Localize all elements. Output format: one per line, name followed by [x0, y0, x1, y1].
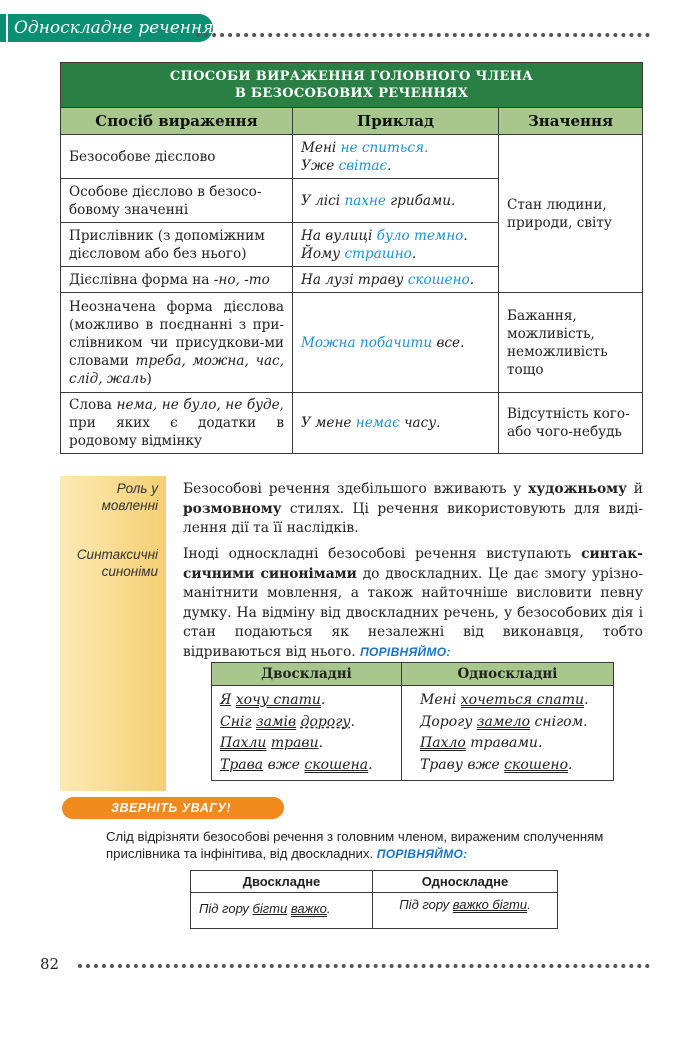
table-row — [61, 393, 643, 454]
meaning-cell: Бажання, можливість, неможливість тощо — [499, 293, 643, 393]
way-cell: Особове дієслово в безосо-бовому значенні — [61, 179, 293, 223]
footer-dotted-rule — [78, 964, 650, 968]
meaning-cell: Стан людини, природи, світу — [499, 135, 643, 293]
way-cell: Безособове дієслово — [61, 135, 293, 179]
way-cell: Неозначена форма дієслова (можливо в поєднанні з при-слівником чи присудкови-ми словами треба, можна, час, слід, жаль) — [61, 293, 293, 393]
comparison-table-small — [190, 870, 558, 929]
way-cell: Прислівник (з допоміжним дієсловом або без нього) — [61, 223, 293, 267]
paragraph-synonyms: Іноді односкладні безособові речення виступають синтак-сичними синонімами до двоскладних. Це дає змогу урізно-манітнити мовлення, а також найточніше висловити певну думку. На відміну від двоскладних речень, у безособових дія і стан подаються як незалежні від виконавця, тобто відриваються від нього. ПОРІВНЯЙМО: — [183, 546, 643, 660]
list-item: Сніг замів дорогу. — [220, 713, 355, 730]
table-title: СПОСОБИ ВИРАЖЕННЯ ГОЛОВНОГО ЧЛЕНА В БЕЗОСОБОВИХ РЕЧЕННЯХ — [61, 63, 643, 108]
two-part-examples — [212, 686, 402, 781]
header-edge — [0, 14, 6, 42]
list-item: Дорогу замело снігом. — [420, 713, 588, 730]
page-number: 82 — [40, 955, 60, 973]
example-cell: У лісі пахне грибами. — [293, 179, 499, 223]
example-cell: У мене немає часу. — [293, 393, 499, 454]
sidebar-label-role: Роль у мовленні — [101, 481, 158, 513]
attention-label: ЗВЕРНІТЬ УВАГУ! — [111, 801, 232, 815]
column-header-way: Спосіб вираження — [61, 108, 293, 135]
column-header-two-part: Двоскладні — [212, 663, 402, 686]
compare-label: ПОРІВНЯЙМО: — [376, 847, 468, 861]
column-header-one-part: Односкладне — [373, 871, 558, 893]
paragraph-role: Безособові речення здебільшого вживають у художньому й розмовному стилях. Ці речення використовують для виді-лення дії та її наслідків. — [183, 481, 643, 536]
sidebar-label-synonyms: Синтаксичні синоніми — [76, 547, 158, 579]
comparison-table — [211, 662, 614, 781]
list-item: Мені хочеться спати. — [420, 692, 589, 708]
attention-paragraph: Слід відрізняти безособові речення з головним членом, вираженим сполученням прислівника та інфінітива, від двоскладних. ПОРІВНЯЙМО: — [106, 829, 604, 861]
column-header-one-part: Односкладні — [402, 663, 614, 686]
list-item: Я хочу спати. — [220, 692, 326, 708]
one-part-example: Під гору важко бігти. — [373, 893, 558, 929]
header-dotted-rule — [196, 33, 650, 37]
list-item: Пахли трави. — [220, 735, 324, 751]
two-part-example: Під гору бігти важко. — [191, 893, 373, 929]
compare-label: ПОРІВНЯЙМО: — [360, 644, 451, 659]
section-title: Односкладне речення — [14, 18, 214, 38]
example-cell: На вулиці було темно. Йому страшно. — [293, 223, 499, 267]
list-item: Пахло травами. — [420, 735, 543, 751]
column-header-meaning: Значення — [499, 108, 643, 135]
table-row — [61, 135, 643, 179]
margin-sidebar — [60, 476, 166, 791]
one-part-examples — [402, 686, 614, 781]
way-cell: Слова нема, не було, не буде, при яких є додатки в родовому відмінку — [61, 393, 293, 454]
way-cell: Дієслівна форма на -но, -то — [61, 267, 293, 293]
example-cell: Мені не спиться. Уже світає. — [293, 135, 499, 179]
table-row — [61, 293, 643, 393]
list-item: Трава вже скошена. — [220, 756, 373, 773]
column-header-example: Приклад — [293, 108, 499, 135]
column-header-two-part: Двоскладне — [191, 871, 373, 893]
meaning-cell: Відсутність кого- або чого-небудь — [499, 393, 643, 454]
list-item: Траву вже скошено. — [420, 756, 573, 773]
ways-of-expression-table — [60, 62, 643, 454]
example-cell: На лузі траву скошено. — [293, 267, 499, 293]
example-cell: Можна побачити все. — [293, 293, 499, 393]
